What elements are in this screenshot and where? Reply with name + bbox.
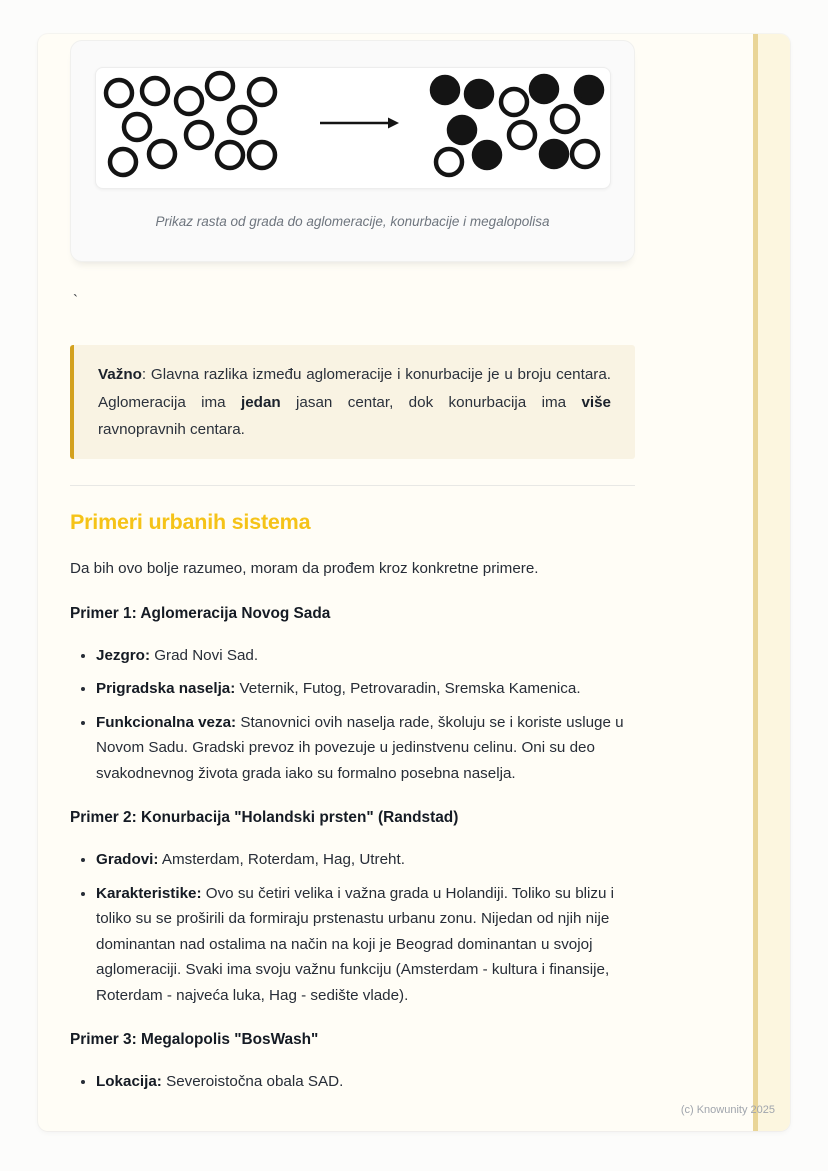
section-divider [70,485,635,486]
urban-growth-diagram [96,68,610,188]
list-item: • Funkcionalna veza: Stanovnici ovih naselja rade, školuju se i koriste usluge u Novom Sadu. Gradski prevoz ih povezuje u jedinstvenu celinu. Oni su deo svakodnevnog života grada iako su formalno posebna naselja. [96,710,635,787]
page-accent-strip [753,34,790,1131]
example-2-list [70,847,635,1008]
stray-backtick-text: ` [73,292,78,309]
list-item: • Lokacija: Severoistočna obala SAD. [96,1069,635,1095]
list-item: • Jezgro: Grad Novi Sad. [96,643,635,669]
example-2-title: Primer 2: Konurbacija "Holandski prsten" (Randstad) [70,809,459,826]
list-item: • Prigradska naselja: Veternik, Futog, Petrovaradin, Sremska Kamenica. [96,676,635,702]
urban-growth-figure [70,40,635,262]
document-content [70,34,635,1095]
example-3-title: Primer 3: Megalopolis "BosWash" [70,1031,319,1048]
important-callout [70,345,635,459]
example-1-list [70,643,635,787]
section-heading: Primeri urbanih sistema [70,509,311,534]
urban-growth-diagram-card [95,67,611,189]
example-3-list [70,1069,635,1095]
example-1-title: Primer 1: Aglomeracija Novog Sada [70,604,331,622]
section-intro: Da bih ovo bolje razumeo, moram da prođem kroz konkretne primere. [70,559,539,577]
callout-label: Važno [98,366,142,383]
list-item: • Karakteristike: Ovo su četiri velika i važna grada u Holandiji. Toliko su blizu i toliko su se proširili da formiraju prstenastu urbanu zonu. Nijedan od njih nije dominantan nad ostalima na način na koji je Beograd dominantan u svojoj aglomeraciji. Svaki ima svoju važnu funkciju (Amsterdam - kultura i finansije, Roterdam - najveća luka, Hag - sedište vlade). [96,881,635,1009]
watermark: (c) Knowunity 2025 [680,1104,775,1116]
list-item: • Gradovi: Amsterdam, Roterdam, Hag, Utreht. [96,847,635,873]
figure-caption: Prikaz rasta od grada do aglomeracije, konurbacije i megalopolisa [155,214,550,229]
document-page [38,34,790,1131]
callout-text: Važno: Glavna razlika između aglomeracije i konurbacije je u broju centara. Aglomeracija ima jedan jasan centar, dok konurbacija ima više ravnopravnih centara. [98,366,611,438]
